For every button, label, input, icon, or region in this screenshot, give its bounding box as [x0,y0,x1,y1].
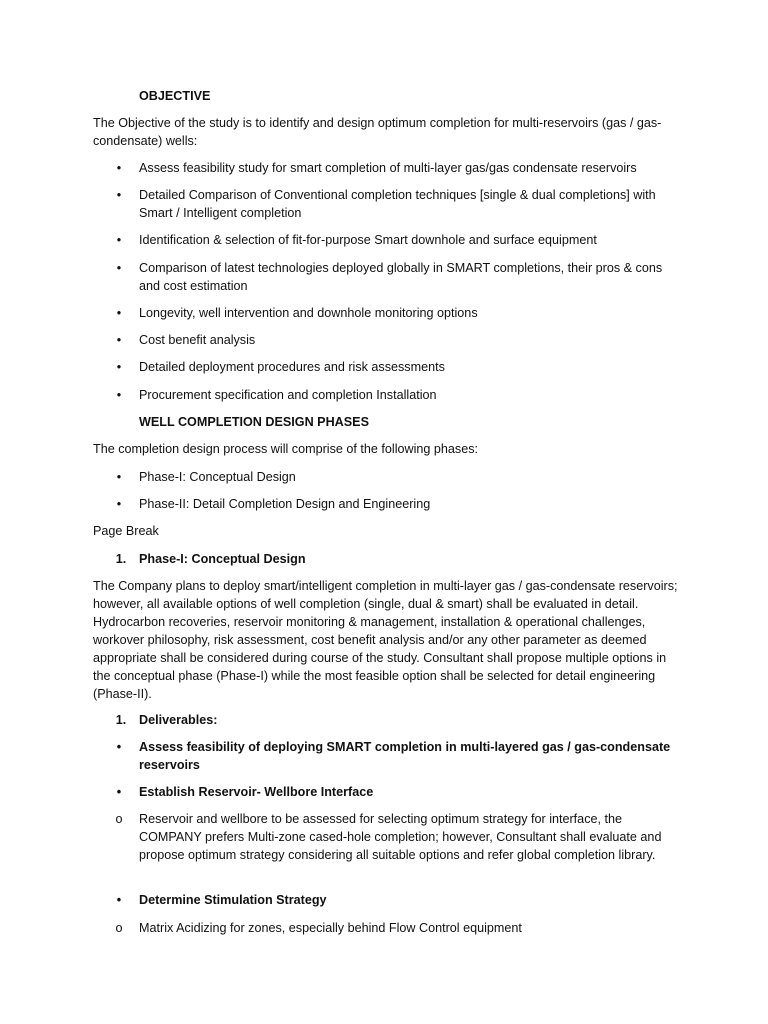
bullet-icon: • [116,233,122,247]
bullet-icon: • [116,306,122,320]
list-item-text: Cost benefit analysis [139,333,256,347]
section-title: Phase-I: Conceptual Design [139,552,306,566]
bullet-icon: • [116,161,122,175]
section-number: 1. [115,552,127,566]
list-item-text: Phase-II: Detail Completion Design and Engineering [139,497,431,511]
bullet-icon: • [116,740,122,754]
list-item-text: Determine Stimulation Strategy [139,893,327,907]
list-item-text: Matrix Acidizing for zones, especially behind Flow Control equipment [139,921,522,935]
list-item-text: Reservoir and wellbore to be assessed for selecting optimum strategy for interface, the COMPANY prefers Multi-zone cased-hole completion; however, Consultant shall evaluate and propose optimum strategy considering all suitable options and refer global completion library. [139,812,662,862]
bullet-icon: • [116,333,122,347]
list-item-text: Assess feasibility of deploying SMART completion in multi-layered gas / gas-condensate reservoirs [139,740,671,772]
list-item-text: Establish Reservoir- Wellbore Interface [139,785,374,799]
list-item-text: Assess feasibility study for smart completion of multi-layer gas/gas condensate reservoirs [139,161,637,175]
phases-intro: The completion design process will comprise of the following phases: [93,442,479,456]
list-item-text: Identification & selection of fit-for-purpose Smart downhole and surface equipment [139,233,597,247]
list-item-text: Longevity, well intervention and downhole monitoring options [139,306,478,320]
bullet-icon: • [116,188,122,202]
list-item-text: Comparison of latest technologies deployed globally in SMART completions, their pros & cons and cost estimation [139,261,663,293]
bullet-icon: • [116,360,122,374]
list-item-text: Procurement specification and completion Installation [139,388,437,402]
bullet-icon: • [116,497,122,511]
bullet-icon: • [116,785,122,799]
section-title: Deliverables: [139,713,218,727]
circle-bullet-icon: o [115,921,123,935]
bullet-icon: • [116,388,122,402]
circle-bullet-icon: o [115,812,123,826]
section-number: 1. [115,713,127,727]
bullet-icon: • [116,893,122,907]
list-item-text: Phase-I: Conceptual Design [139,470,296,484]
objective-intro: The Objective of the study is to identify and design optimum completion for multi-reservoirs (gas / gas-condensate) wells: [93,116,662,148]
section1-paragraph: The Company plans to deploy smart/intelligent completion in multi-layer gas / gas-condensate reservoirs; however, all available options of well completion (single, dual & smart) shall be evaluated in detail. Hydrocarbon recoveries, reservoir monitoring & management, installation & operational challenges, workover philosophy, risk assessment, cost benefit analysis and/or any other parameter as deemed appropriate shall be considered during course of the study. Consultant shall propose multiple options in the conceptual phase (Phase-I) while the most feasible option shall be selected for detail engineering (Phase-II). [93,579,678,701]
bullet-icon: • [116,470,122,484]
bullet-icon: • [116,261,122,275]
heading-objective: OBJECTIVE [139,89,211,103]
heading-phases: WELL COMPLETION DESIGN PHASES [139,415,369,429]
page-break-label: Page Break [93,524,159,538]
list-item-text: Detailed deployment procedures and risk assessments [139,360,445,374]
list-item-text: Detailed Comparison of Conventional completion techniques [single & dual completions] with Smart / Intelligent completion [139,188,656,220]
